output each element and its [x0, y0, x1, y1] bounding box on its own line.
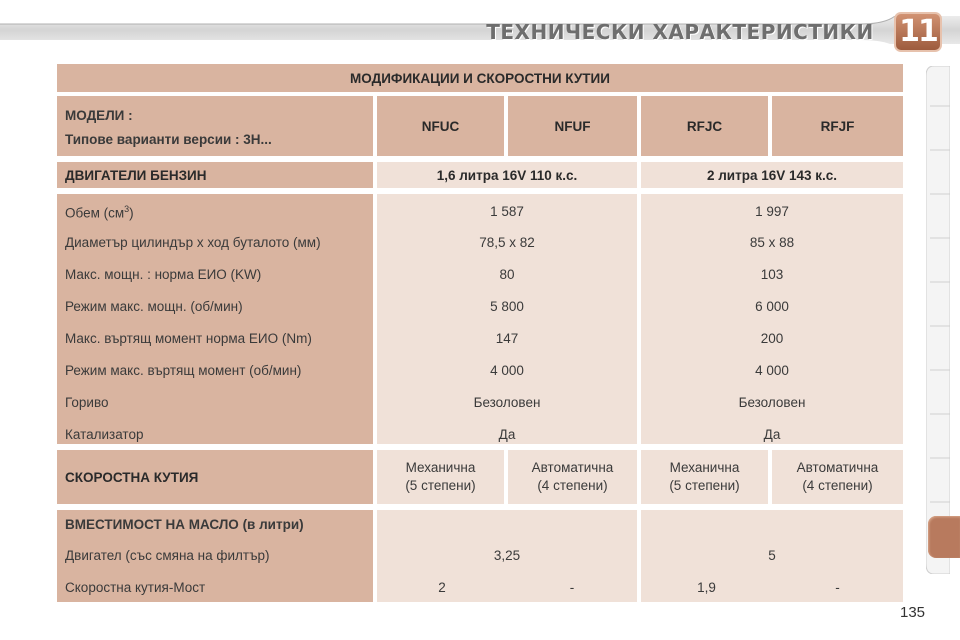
spec-values-engine-2 [641, 194, 903, 444]
model-rfjc: RFJC [641, 96, 768, 156]
oil-values-engine-1 [377, 510, 637, 602]
engine-1: 1,6 литра 16V 110 к.с. [377, 162, 637, 188]
spec-value: 4 000 [755, 363, 789, 378]
oil-gearbox-value: 1,9 [697, 580, 716, 595]
spec-label: Гориво [65, 395, 109, 410]
oil-gearbox-value: 2 [438, 580, 446, 595]
oil-labels [57, 510, 373, 602]
page-title: ТЕХНИЧЕСКИ ХАРАКТЕРИСТИКИ [486, 20, 874, 44]
spec-value: 78,5 x 82 [479, 235, 535, 250]
spec-label: Режим макс. мощн. (об/мин) [65, 299, 243, 314]
side-tab-active[interactable] [928, 516, 960, 558]
spec-value: 85 x 88 [749, 235, 795, 250]
gearbox-rfjc [641, 450, 768, 504]
model-nfuf: NFUF [508, 96, 637, 156]
model-rfjf: RFJF [772, 96, 903, 156]
spec-value: 103 [760, 267, 784, 282]
gearbox-type: Механична [405, 460, 476, 475]
oil-gearbox-value: - [835, 580, 840, 595]
engines-label: ДВИГАТЕЛИ БЕНЗИН [57, 162, 373, 188]
table-title: МОДИФИКАЦИИ И СКОРОСТНИ КУТИИ [57, 64, 903, 92]
oil-engine-value: 3,25 [493, 548, 521, 563]
gearbox-type: Механична [669, 460, 740, 475]
spec-value: 1 997 [755, 204, 789, 219]
gearbox-gears: (4 степени) [537, 478, 608, 493]
spec-value: 200 [760, 331, 784, 346]
gearbox-nfuc [377, 450, 504, 504]
spec-value: 147 [495, 331, 519, 346]
gearbox-type: Автоматична [796, 460, 879, 475]
spec-value: Да [763, 427, 781, 442]
chapter-number: 11 [899, 14, 937, 49]
oil-gearbox-label: Скоростна кутия-Мост [65, 580, 206, 595]
gearbox-gears: (4 степени) [802, 478, 873, 493]
gearbox-gears: (5 степени) [669, 478, 740, 493]
gearbox-gears: (5 степени) [405, 478, 476, 493]
model-nfuc: NFUC [377, 96, 504, 156]
spec-label: Макс. въртящ момент норма ЕИО (Nm) [65, 331, 312, 346]
side-tab-strip[interactable] [926, 66, 950, 574]
gearbox-rfjf [772, 450, 903, 504]
spec-label-volume: Обем $(см^3)$ [65, 204, 134, 221]
spec-value: 5 800 [490, 299, 524, 314]
oil-gearbox-value: - [569, 580, 575, 595]
spec-labels [57, 194, 373, 444]
spec-value: 6 000 [755, 299, 789, 314]
gearbox-nfuf [508, 450, 637, 504]
spec-value: Безоловен [738, 395, 806, 410]
engine-2: 2 литра 16V 143 к.с. [641, 162, 903, 188]
spec-value: 1 587 [490, 204, 524, 219]
models-label: МОДЕЛИ : [65, 108, 133, 123]
oil-engine-value: 5 [768, 548, 776, 563]
spec-values-engine-1 [377, 194, 637, 444]
spec-value: 80 [499, 267, 515, 282]
spec-value: 4 000 [490, 363, 524, 378]
models-label-cell [57, 96, 373, 156]
spec-label: Режим макс. въртящ момент (об/мин) [65, 363, 302, 378]
spec-label: Макс. мощн. : норма ЕИО (KW) [65, 267, 262, 282]
gearbox-type: Автоматична [531, 460, 614, 475]
spec-value: Да [498, 427, 516, 442]
oil-label: ВМЕСТИМОСТ НА МАСЛО (в литри) [65, 517, 304, 532]
page-number: 135 [900, 604, 926, 621]
oil-engine-label: Двигател (със смяна на филтър) [65, 548, 270, 563]
spec-value: Безоловен [473, 395, 541, 410]
oil-values-engine-2 [641, 510, 903, 602]
gearbox-label: СКОРОСТНА КУТИЯ [57, 450, 373, 504]
spec-label: Диаметър цилиндър х ход буталото (мм) [65, 235, 321, 250]
versions-label: Типове варианти версии : 3H... [65, 132, 272, 147]
spec-label: Катализатор [65, 427, 144, 442]
